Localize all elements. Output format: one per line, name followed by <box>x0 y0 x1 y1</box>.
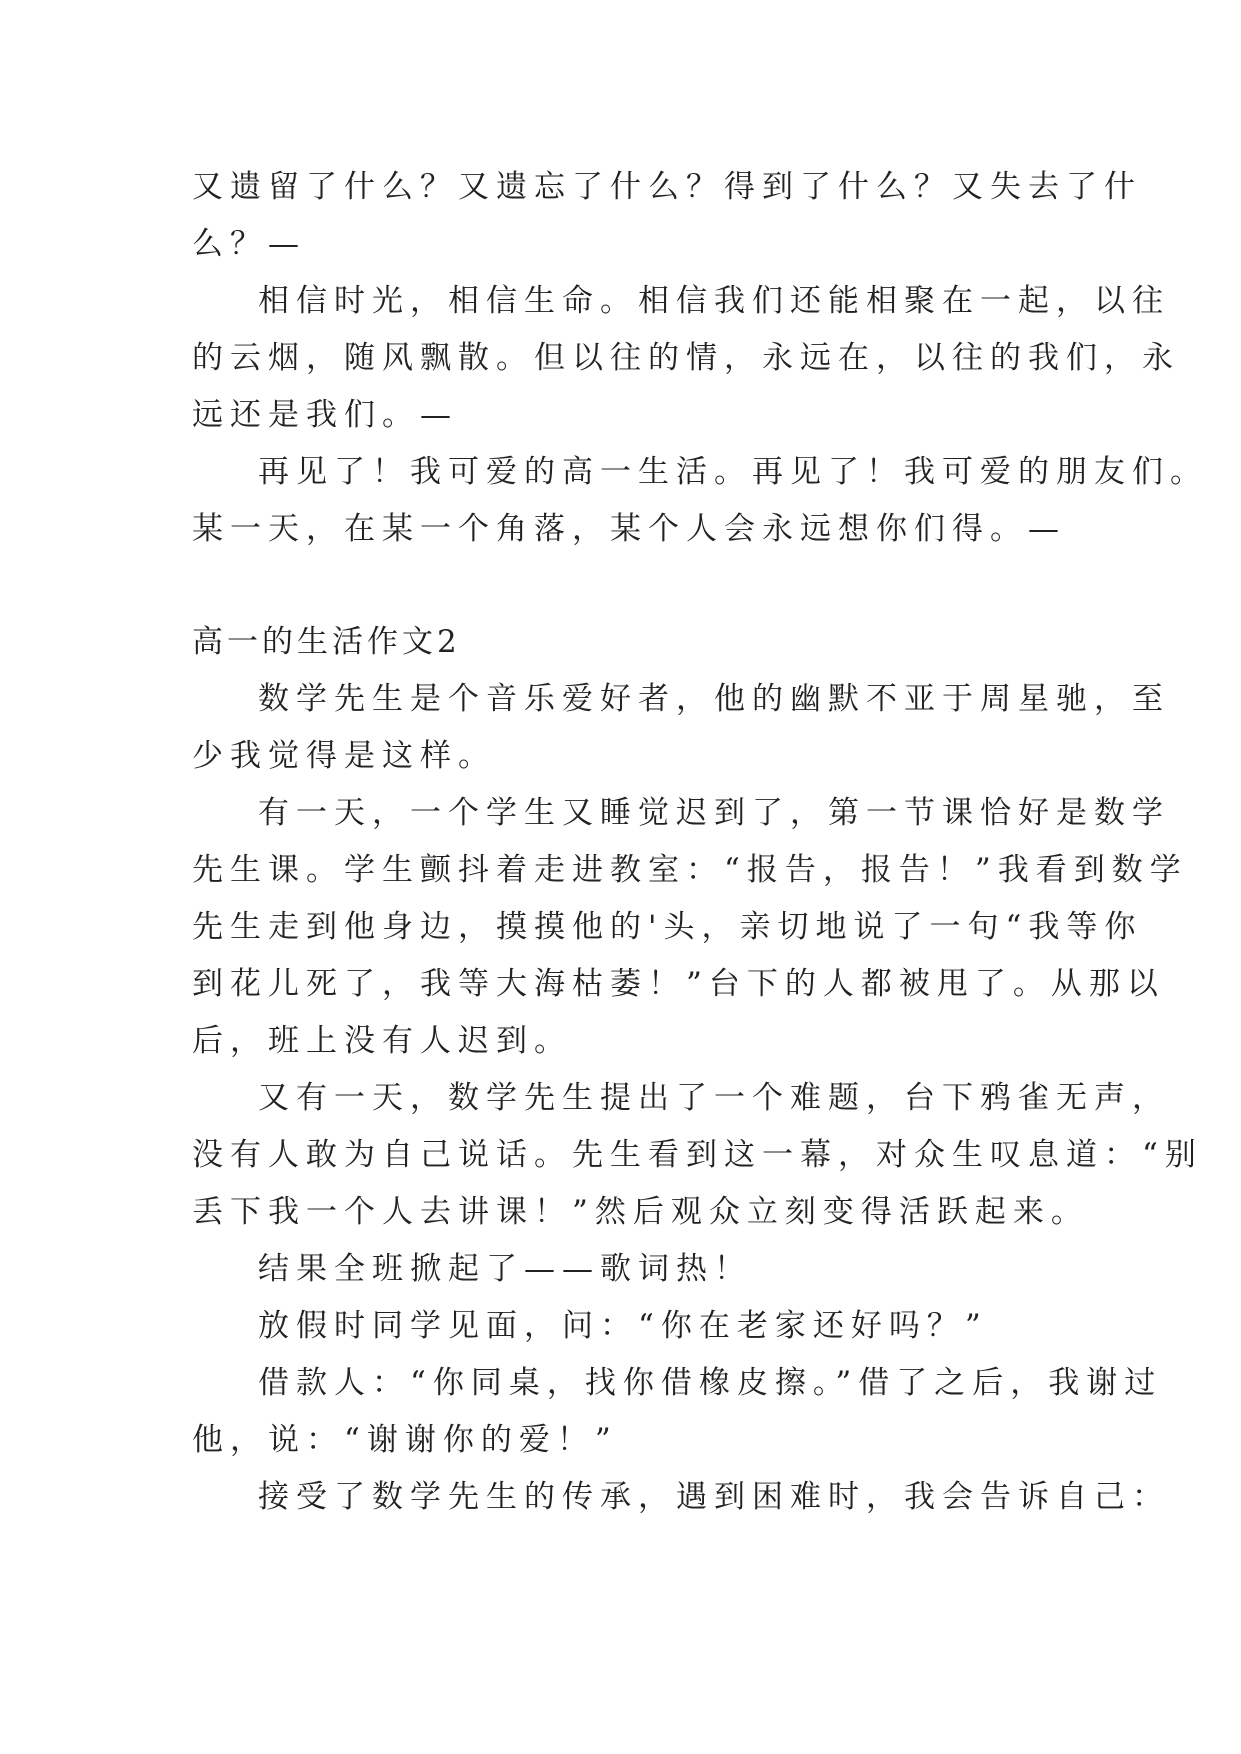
paragraph-start-line: 借款人：“你同桌，找你借橡皮擦。”借了之后，我谢过 <box>258 1365 1163 1401</box>
text-line: 后，班上没有人迟到。 <box>192 1023 572 1059</box>
text-line: 他，说：“谢谢你的爱！” <box>192 1422 618 1458</box>
paragraph-start-line: 数学先生是个音乐爱好者，他的幽默不亚于周星驰，至 <box>258 681 1170 717</box>
text-line: 又遗留了什么？又遗忘了什么？得到了什么？又失去了什 <box>192 169 1142 205</box>
text-line: 远还是我们。— <box>192 397 458 433</box>
section-heading: 高一的生活作文2 <box>192 624 461 660</box>
paragraph-start-line: 接受了数学先生的传承，遇到困难时，我会告诉自己： <box>258 1479 1170 1515</box>
text-line: 某一天，在某一个角落，某个人会永远想你们得。— <box>192 511 1066 547</box>
paragraph-start-line: 有一天，一个学生又睡觉迟到了，第一节课恰好是数学 <box>258 795 1170 831</box>
paragraph-start-line: 放假时同学见面，问：“你在老家还好吗？” <box>258 1308 988 1344</box>
paragraph-start-line: 再见了！我可爱的高一生活。再见了！我可爱的朋友们。 <box>258 454 1208 490</box>
text-line: 先生课。学生颤抖着走进教室：“报告，报告！”我看到数学 <box>192 852 1188 888</box>
text-line: 丢下我一个人去讲课！”然后观众立刻变得活跃起来。 <box>192 1194 1089 1230</box>
text-line: 先生走到他身边，摸摸他的'头，亲切地说了一句“我等你 <box>192 909 1143 945</box>
text-line: 么？— <box>192 226 306 262</box>
text-line: 少我觉得是这样。 <box>192 738 496 774</box>
text-line: 到花儿死了，我等大海枯萎！”台下的人都被甩了。从那以 <box>192 966 1165 1002</box>
paragraph-start-line: 又有一天，数学先生提出了一个难题，台下鸦雀无声， <box>258 1080 1170 1116</box>
paragraph-start-line: 结果全班掀起了——歌词热！ <box>258 1251 752 1287</box>
text-line: 没有人敢为自己说话。先生看到这一幕，对众生叹息道：“别 <box>192 1137 1203 1173</box>
text-line: 的云烟，随风飘散。但以往的情，永远在，以往的我们，永 <box>192 340 1180 376</box>
paragraph-start-line: 相信时光，相信生命。相信我们还能相聚在一起，以往 <box>258 283 1170 319</box>
